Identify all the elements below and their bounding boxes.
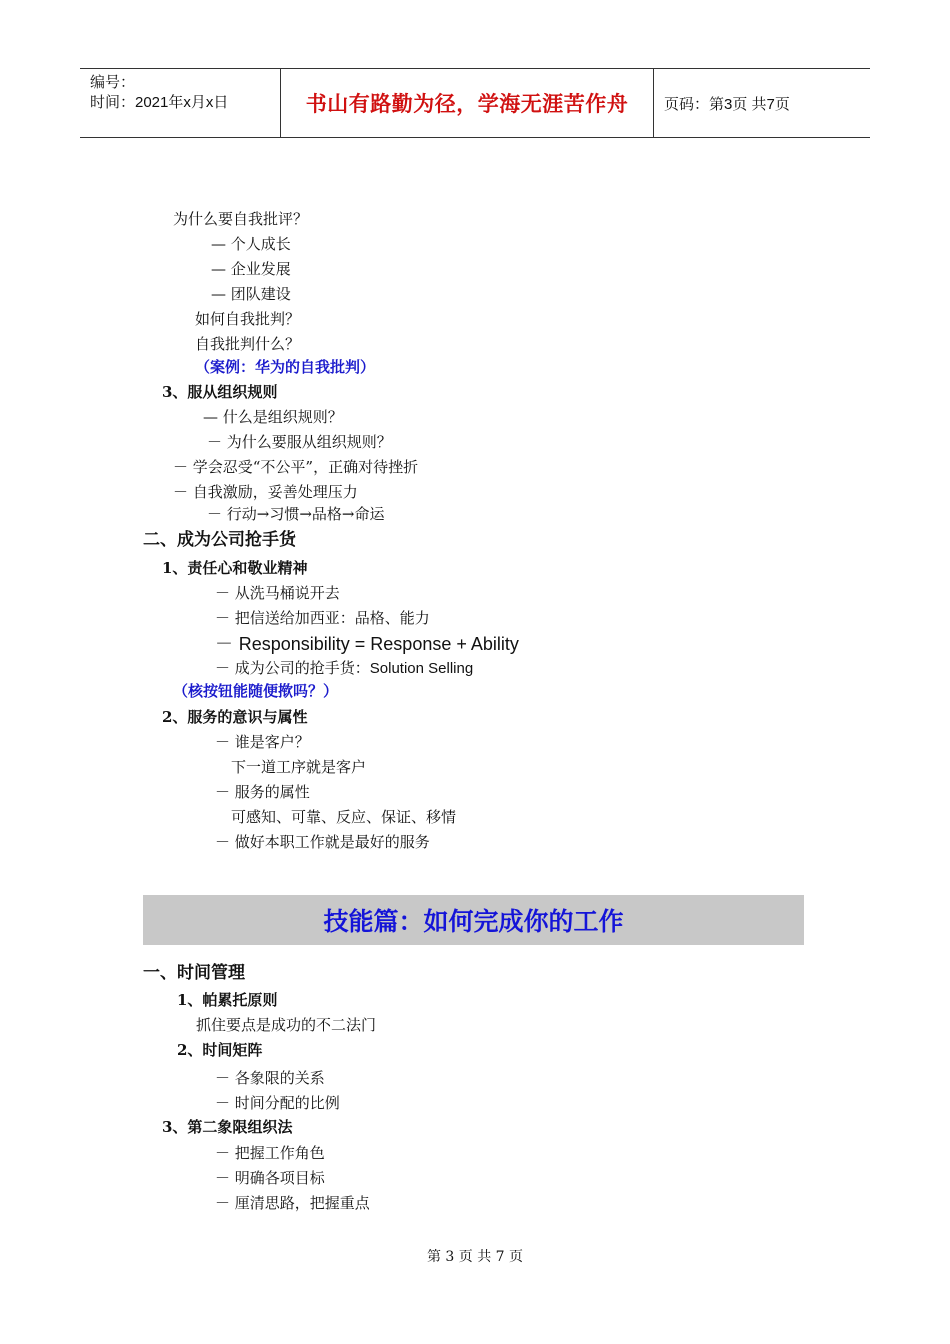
- how-self-criticism: 如何自我批判？: [195, 310, 301, 328]
- subheading: 3、第二象限组织法: [162, 1118, 293, 1136]
- list-item: － 学会忍受“不公平”，正确对待挫折: [173, 458, 419, 476]
- subheading: 3、服从组织规则: [162, 383, 278, 401]
- list-item: － 明确各项目标: [215, 1169, 325, 1187]
- list-item: － 行动→习惯→品格→命运: [207, 505, 385, 523]
- page-footer: 第 3 页 共 7 页: [426, 1249, 524, 1265]
- body-text: 抓住要点是成功的不二法门: [196, 1016, 377, 1034]
- code-label: 编号：: [90, 74, 136, 91]
- case-note: （案例：华为的自我批判）: [195, 358, 376, 376]
- formula: Responsibility = Response + Ability: [238, 634, 519, 654]
- dash: －: [215, 634, 239, 655]
- button-note: （核按钮能随便揿吗？）: [173, 682, 339, 700]
- list-item: － 从洗马桶说开去: [215, 584, 340, 602]
- list-item: 可感知、可靠、反应、保证、移情: [231, 808, 457, 826]
- list-item: － 自我激励，妥善处理压力: [173, 483, 358, 501]
- list-item: － 把握工作角色: [215, 1144, 325, 1162]
- list-item: － 做好本职工作就是最好的服务: [215, 833, 430, 851]
- solution-prefix: － 成为公司的抢手货：: [215, 659, 370, 677]
- list-item: － 谁是客户？: [215, 733, 310, 751]
- list-item: — 团队建设: [211, 285, 291, 303]
- page-header: [80, 68, 870, 138]
- subheading: 1、责任心和敬业精神: [162, 559, 308, 577]
- page-info: 页码：第3页 共7页: [664, 95, 790, 113]
- list-item: — 个人成长: [211, 235, 291, 253]
- header-page-cell: [654, 69, 870, 137]
- list-item: 下一道工序就是客户: [231, 758, 367, 776]
- subheading: 2、服务的意识与属性: [162, 708, 308, 726]
- time-label: 时间：2021年x月x日: [90, 94, 229, 111]
- list-item: — 什么是组织规则？: [203, 408, 343, 426]
- header-meta-cell: [80, 69, 281, 137]
- subheading: 2、时间矩阵: [177, 1041, 263, 1059]
- section-heading: 二、成为公司抢手货: [143, 530, 296, 550]
- section-heading: 一、时间管理: [143, 963, 245, 983]
- solution-text: Solution Selling: [369, 660, 474, 677]
- list-item: － 为什么要服从组织规则？: [207, 433, 392, 451]
- header-motto-cell: [281, 69, 654, 137]
- formula-line: [215, 632, 519, 657]
- list-item: － 时间分配的比例: [215, 1094, 340, 1112]
- subheading: 1、帕累托原则: [177, 991, 278, 1009]
- why-self-criticism: 为什么要自我批评？: [173, 210, 309, 228]
- what-self-criticism: 自我批判什么？: [195, 335, 301, 353]
- chapter-title: 技能篇：如何完成你的工作: [323, 908, 624, 936]
- list-item: [215, 658, 473, 679]
- list-item: － 各象限的关系: [215, 1069, 325, 1087]
- list-item: — 企业发展: [211, 260, 291, 278]
- list-item: － 厘清思路，把握重点: [215, 1194, 370, 1212]
- list-item: － 把信送给加西亚：品格、能力: [215, 609, 430, 627]
- motto: 书山有路勤为径，学海无涯苦作舟: [305, 91, 629, 116]
- list-item: － 服务的属性: [215, 783, 310, 801]
- chapter-banner: [143, 895, 804, 945]
